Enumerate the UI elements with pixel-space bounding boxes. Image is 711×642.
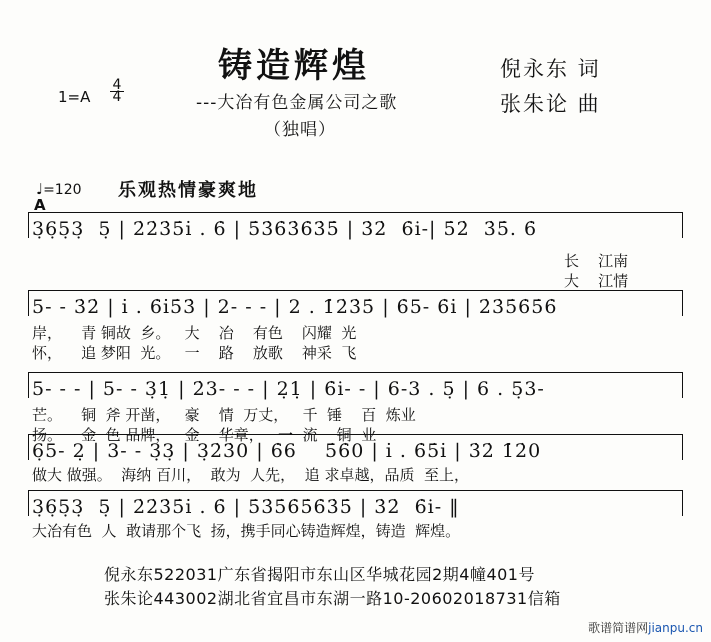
- address-line-2: 张朱论443002湖北省宜昌市东湖一路10-20602018731信箱: [104, 589, 561, 608]
- barline-end: [682, 212, 683, 238]
- site-domain: jianpu.cn: [648, 621, 703, 635]
- barline-start: [28, 372, 29, 398]
- lyric-line-1: 做大 做强。 海纳 百川， 敢为 人先， 追 求卓越，品质 至上，: [32, 466, 469, 484]
- system-top-rule: [28, 372, 683, 373]
- lyric-line-1: 芒。 铜 斧 开凿， 豪 情 万丈， 千 锤 百 炼业: [32, 406, 416, 424]
- notation-line: 6̣5- 2̣ | 3- - 3̣3̣ | 3̣2̇3̇0 | 6̇6 5̇6̇0 | i̇ . 6̇5̇i̇ | 3̇2̇ 1̇2̇0: [32, 440, 542, 462]
- system-top-rule: [28, 490, 683, 491]
- system-top-rule: [28, 434, 683, 435]
- key-signature: 1=A: [58, 88, 91, 106]
- notation-line: 3̣6̣5̣3̣ 5̣ | 2̇2̇3̇5̇i̇ . 6̇ | 5̇3̇5̇6̇5̇6̇3̇5̇ | 3̇2̇ 6̇i- ‖: [32, 496, 460, 518]
- address-line-1: 倪永东522031广东省揭阳市东山区华城花园2期4幢401号: [104, 565, 535, 584]
- notation-line: 5- - 3̇2̇ | i̇ . 6̇i̇5̇3̇ | 2- - - | 2 . 1̇2̇3̇5̇ | 6̇5- 6̇i̇ | 2̇3̇5̇6̇5̇6̇: [32, 296, 558, 318]
- tempo-value: =120: [43, 182, 82, 198]
- barline-start: [28, 490, 29, 516]
- staff-system-1: [28, 212, 683, 290]
- system-top-rule: [28, 212, 683, 213]
- site-watermark: [588, 619, 703, 636]
- performance-type: （独唱）: [264, 120, 336, 140]
- quarter-note-icon: ♩: [36, 180, 44, 198]
- barline-end: [682, 434, 683, 460]
- barline-end: [682, 490, 683, 516]
- system-top-rule: [28, 290, 683, 291]
- barline-start: [28, 212, 29, 238]
- lyric-line-1: 岸， 青 铜故 乡。 大 冶 有色 闪耀 光: [32, 324, 357, 342]
- time-signature-numerator: 4: [112, 77, 122, 93]
- staff-system-4: [28, 434, 683, 494]
- barline-end: [682, 290, 683, 316]
- notation-line: 5- - - | 5- - 3̣1̣ | 2̇3- - - | 2̣1̣ | 6̇i- - | 6-3 . 5̣ | 6 . 5̣3-: [32, 378, 545, 400]
- lyric-line-2: 大 江情: [564, 272, 629, 290]
- lyric-line-1: 长 江南: [564, 252, 629, 270]
- time-signature: [110, 77, 124, 105]
- barline-end: [682, 372, 683, 398]
- lyricist-credit: 倪永东 词: [500, 57, 601, 81]
- expression-marking: 乐观热情豪爽地: [118, 180, 258, 201]
- staff-system-5: [28, 490, 683, 550]
- barline-start: [28, 290, 29, 316]
- composer-credit: 张朱论 曲: [500, 92, 601, 116]
- time-signature-denominator: 4: [110, 91, 124, 103]
- lyric-line-2: 怀， 追 梦阳 光。 一 路 放歌 神采 飞: [32, 344, 357, 362]
- lyric-line-1: 大冶有色 人 敢请那个飞 扬，携手同心铸造辉煌，铸造 辉煌。: [32, 522, 461, 540]
- site-name: 歌谱简谱网: [588, 621, 649, 635]
- page-title: 铸造辉煌: [218, 46, 370, 86]
- staff-system-3: [28, 372, 683, 442]
- rehearsal-mark: A: [34, 196, 46, 214]
- subtitle: ---大冶有色金属公司之歌: [196, 93, 398, 113]
- staff-system-2: [28, 290, 683, 360]
- notation-line: 3̣6̣5̣3̣ 5̣ | 2̇2̇3̇5̇i̇ . 6̇ | 5̇3̇6̇3̇6̇3̇5̇ | 3̇2̇ 6̇i-| 5̇2̇ 3̇5̇. 6̇: [32, 218, 538, 240]
- barline-start: [28, 434, 29, 460]
- lyric-line-2: 扬。 金 色 品牌， 金 华章， 一 流 铜 业: [32, 426, 377, 444]
